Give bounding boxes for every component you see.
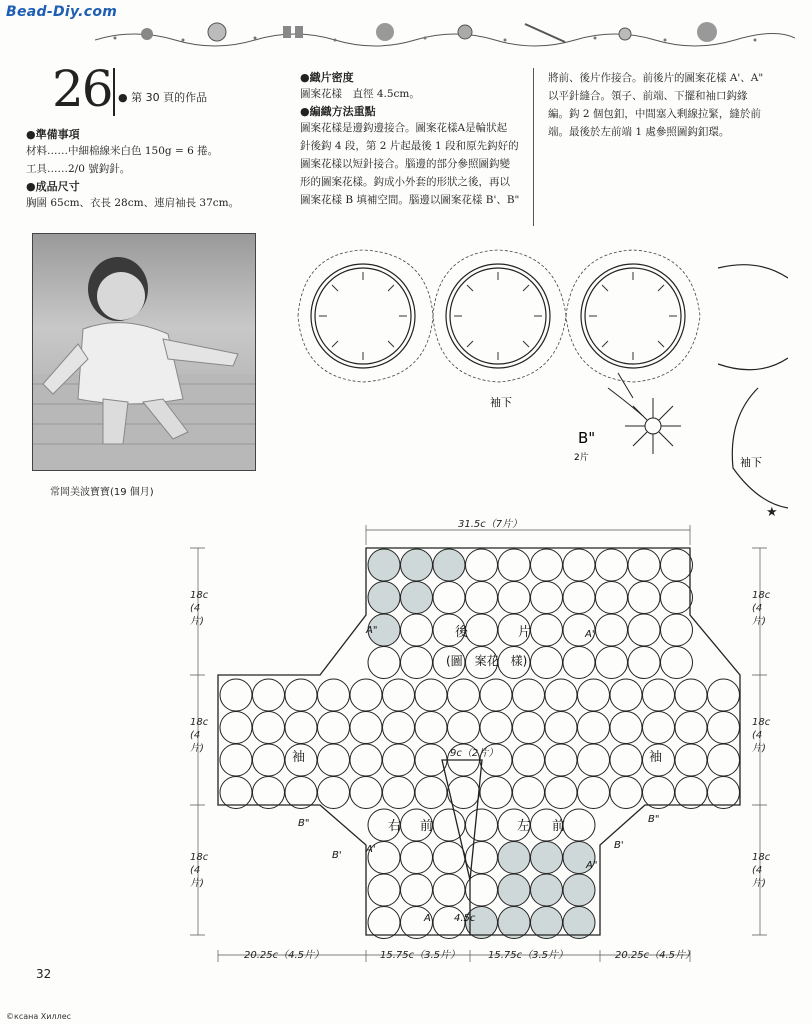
motif-circle [433,874,465,906]
motif-circle [466,809,498,841]
number-divider [113,68,115,116]
motif-circle [253,744,285,776]
motif-circle [498,582,530,614]
b-dprime-label: B" [648,814,660,825]
column-divider [533,68,534,226]
motif-circle [448,679,480,711]
materials-heading: ●準備事項 [26,128,80,141]
motif-circle [531,549,563,581]
motif-circle [675,679,707,711]
motif-circle [531,614,563,646]
method-line: 編。鈎 2 個包釦，中間塞入剩線拉緊，縫於前 [548,108,761,120]
dim-left-lower: (4 [190,865,201,876]
motif-circle [448,712,480,744]
motif-circle [661,549,693,581]
motif-circle [675,712,707,744]
motif-circle [643,777,675,809]
motif-circle-shaded [531,874,563,906]
dim-right-upper: (4 [752,603,763,614]
page-reference: ● 第 30 頁的作品 [118,91,208,104]
a-dprime-label: A" [586,860,598,871]
motif-circle [368,907,400,939]
motif-circle [675,777,707,809]
b-dprime-label: B" [298,818,310,829]
motif-circle [368,647,400,679]
motif-circle [466,842,498,874]
gauge-heading: ●織片密度 [300,71,354,84]
motif-circle [480,679,512,711]
motif-circle [708,777,740,809]
motif-circle [708,712,740,744]
a-prime-label: A' [366,844,376,855]
left-front-label: 前 [552,819,566,834]
motif-circle [628,549,660,581]
motif-circle [513,679,545,711]
motif-circle [578,777,610,809]
b-label: B" [578,429,596,447]
motif-circle [401,842,433,874]
dim-right-lower: 18c [752,852,771,863]
motif-circle [401,647,433,679]
motif-circle [643,712,675,744]
baby-photo-illustration [33,234,255,470]
motif-circle-shaded [531,907,563,939]
motif-circle [675,744,707,776]
motif-circle [563,809,595,841]
a-prime-label: A' [585,629,595,640]
page-number: 32 [36,967,52,981]
motif-circle [401,874,433,906]
method-line: 以平針縫合。領子、前端、下擺和袖口鈎緣 [548,90,748,102]
method-line: 將前、後片作接合。前後片的圖案花樣 A'、A" [548,72,764,84]
motif-circle [513,712,545,744]
motif-circle [401,614,433,646]
dim-bottom: 15.75c（3.5片） [380,950,461,961]
motif-circle [433,582,465,614]
a-label: A [424,913,431,924]
motif-edge [718,265,788,278]
motif-circle-shaded [498,874,530,906]
schematic-outline [218,548,740,935]
dim-bottom: 20.25c（4.5片） [244,950,325,961]
motif-circle [643,679,675,711]
watermark-credit: ©ксана Хиллес [6,1012,72,1021]
motif-circle-shaded [368,549,400,581]
method-continued [548,69,778,141]
method-line: 針後鈎 4 段，第 2 片起最後 1 段和原先鈎好的 [300,140,519,152]
back-label: 後 [455,625,469,640]
motif-circle [220,744,252,776]
dim-right-lower: 片) [752,878,766,889]
motif-circle [433,842,465,874]
motif-circle [318,712,350,744]
motif-circle-shaded [563,874,595,906]
motif-circle [563,549,595,581]
motif-circle [545,679,577,711]
motif-circle [708,679,740,711]
method-line: 圖案花樣以短針接合。腦邊的部分參照圖鈎變 [300,158,510,170]
motif-circle [531,582,563,614]
motif-circle-shaded [401,549,433,581]
motif-edge [732,388,788,508]
a-dprime-label: A" [366,625,378,636]
dim-left-middle: (4 [190,730,201,741]
motif-circle [318,679,350,711]
motif-circle [563,647,595,679]
dim-right-upper: 片) [752,616,766,627]
motif-circle [513,744,545,776]
dim-right-upper: 18c [752,590,771,601]
underarm-label: 袖下 [490,396,512,409]
teddy-bear-icon [458,25,472,39]
motif-circle [661,614,693,646]
dim-right-middle: 18c [752,717,771,728]
star-icon: ★ [766,505,778,520]
underarm-label: 袖下 [740,456,762,469]
motif-circle [596,647,628,679]
yarn-ball-icon-3 [697,22,717,42]
pattern-label: (圖 案花 樣) [446,654,528,668]
sleeve-label-left: 袖 [292,750,306,765]
motif-circle [220,712,252,744]
motif-circle [531,647,563,679]
motif-circle [285,777,317,809]
yarn-ball-icon [141,28,153,40]
motif-circle [253,777,285,809]
site-logo[interactable]: Bead-Diy.com [6,4,118,20]
motif-circle [708,744,740,776]
motif-joining-diagram [288,238,788,523]
b-prime-label: B' [332,850,342,861]
dim-left-middle: 18c [190,717,209,728]
motif-circle-shaded [498,907,530,939]
motif-circle [253,679,285,711]
crochet-hook-icon [525,24,565,42]
pattern-number: 26 [52,60,112,118]
motif-circle [466,582,498,614]
materials-section [26,126,286,212]
motif-circle-shaded [563,907,595,939]
dim-left-lower: 片) [190,878,204,889]
motif-circle [578,744,610,776]
dim-left-upper: (4 [190,603,201,614]
motif-circle [285,679,317,711]
motif-circle [220,679,252,711]
motif-circle [610,679,642,711]
motif-circle [610,744,642,776]
motif-circle [350,744,382,776]
size-line: 胸圍 65cm、衣長 28cm、連肩袖長 37cm。 [26,197,240,209]
motif-circle [415,777,447,809]
motif-circle [545,777,577,809]
b-count: 2片 [574,453,589,463]
motif-circle [285,712,317,744]
motif-circle [661,582,693,614]
motif-circle [628,582,660,614]
motif-circle [545,744,577,776]
gauge-line: 圖案花樣 直徑 4.5cm。 [300,88,420,100]
method-line: 端。最後於左前端 1 處參照圖鈎釦環。 [548,126,730,138]
motif-circle [350,777,382,809]
right-front-label: 前 [420,819,434,834]
motif-circle-shaded [401,582,433,614]
motif-circle [596,582,628,614]
motif-circle [596,614,628,646]
motif-circle [383,744,415,776]
dim-right-lower: (4 [752,865,763,876]
motif-circle [350,712,382,744]
dim-right-middle: (4 [752,730,763,741]
a45-label: 4.5c [454,913,476,924]
b-prime-label: B' [614,840,624,851]
sleeve-label-right: 袖 [649,750,663,765]
motif-grid [220,549,740,939]
motif-circle [466,614,498,646]
motif-circle-shaded [433,549,465,581]
b-motif-flower [608,373,681,454]
dim-bottom: 15.75c（3.5片） [488,950,569,961]
dim-left-middle: 片) [190,743,204,754]
motif-circle [350,679,382,711]
motif-circle [610,712,642,744]
dim-right-middle: 片) [752,743,766,754]
tool-line: 工具……2/0 號鈎針。 [26,163,131,175]
method-section [300,69,528,209]
motif-circle [253,712,285,744]
motif-circle [318,777,350,809]
dim-left-upper: 18c [190,590,209,601]
left-front-label: 左 [517,819,531,834]
motif-circle [220,777,252,809]
garment-schematic [0,518,812,978]
method-heading: ●編織方法重點 [300,105,376,118]
motif-circle [545,712,577,744]
sheep-icon [208,23,226,41]
bottle-icon [619,28,631,40]
dim-left-upper: 片) [190,616,204,627]
motif-circle [368,874,400,906]
photo-caption: 常岡美波寶寶(19 個月) [50,487,154,498]
dim-neck-width: 9c（2片） [450,748,499,759]
motif-circle [383,777,415,809]
motif-circle [466,549,498,581]
sock-icon [283,26,291,38]
material-line: 材料……中細棉線米白色 150g = 6 捲。 [26,145,219,157]
motif-circle [596,549,628,581]
motif-circle [383,712,415,744]
motif-circle [513,777,545,809]
baby-photo [32,233,256,471]
dim-bottom: 20.25c（4.5片） [615,950,696,961]
motif-circle [480,777,512,809]
motif-circle-shaded [368,582,400,614]
motif-circle [661,647,693,679]
motif-circle [318,744,350,776]
method-line: 圖案花樣 B 填補空間。腦邊以圖案花樣 B'、B" [300,194,520,206]
motif-circle [415,712,447,744]
motif-circle [610,777,642,809]
motif-circle [578,712,610,744]
motif-circle [480,712,512,744]
decorative-border [95,18,795,54]
yarn-ball-icon-2 [376,23,394,41]
motif-circle [578,679,610,711]
motif-circle [628,614,660,646]
size-heading: ●成品尺寸 [26,180,80,193]
motif-circle [628,647,660,679]
motif-circle [563,582,595,614]
back-label: 片 [518,625,532,640]
method-line: 圖案花樣是邊鈎邊接合。圖案花樣A是輪狀起 [300,122,508,134]
motif-circle [498,549,530,581]
method-line: 形的圖案花樣。鈎成小外套的形狀之後，再以 [300,176,510,188]
motif-circle-shaded [498,842,530,874]
motif-circle [415,679,447,711]
dim-left-lower: 18c [190,852,209,863]
motif-circle [383,679,415,711]
motif-circle-shaded [531,842,563,874]
dim-top-width: 31.5c（7片） [458,519,523,530]
right-front-label: 右 [388,819,402,834]
